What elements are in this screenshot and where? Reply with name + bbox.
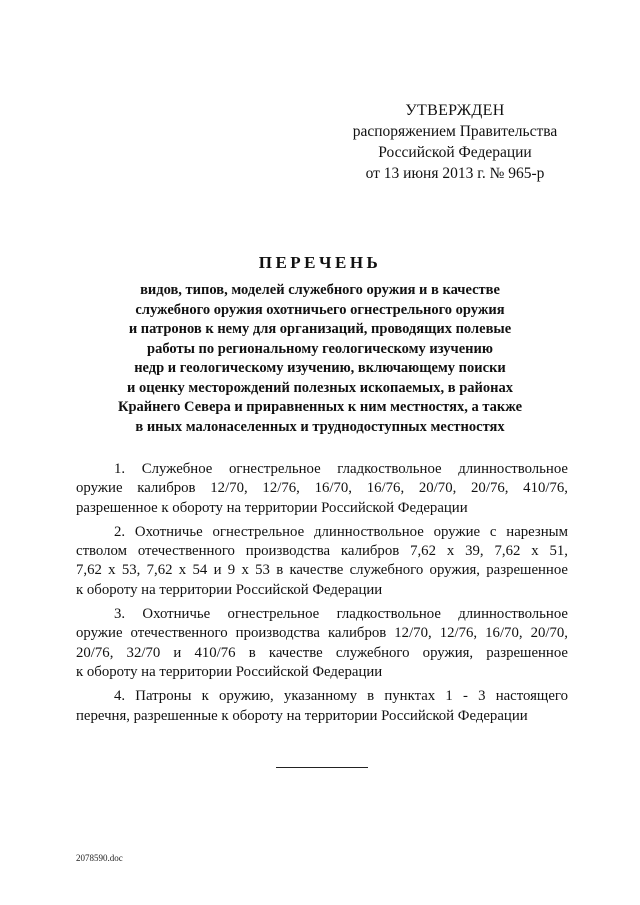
item-line: 20/76, 32/70 и 410/76 в качестве служебного оружия, разрешенное xyxy=(76,644,568,661)
item-line: стволом отечественного производства калибров 7,62 х 39, 7,62 х 51, xyxy=(76,543,568,560)
approval-block xyxy=(330,100,580,184)
list-body xyxy=(76,460,568,731)
item-line: оружие калибров 12/70, 12/76, 16/70, 16/76, 20/70, 20/76, 410/76, xyxy=(76,480,568,497)
subtitle-line: и патронов к нему для организаций, проводящих полевые xyxy=(128,321,512,337)
approval-line-2: Российской Федерации xyxy=(378,144,532,161)
item-line: 7,62 х 53, 7,62 х 54 и 9 х 53 в качестве служебного оружия, разрешенное xyxy=(76,562,568,579)
list-item-3 xyxy=(76,605,568,682)
item-line: 1. Служебное огнестрельное гладкоствольное длинноствольное xyxy=(114,461,568,477)
approval-heading: УТВЕРЖДЕН xyxy=(405,102,505,119)
approval-date-number: от 13 июня 2013 г. № 965-р xyxy=(365,165,545,182)
item-line: 3. Охотничье огнестрельное гладкоствольное длинноствольное xyxy=(114,606,568,623)
subtitle-line: в иных малонаселенных и труднодоступных местностях xyxy=(135,418,505,435)
subtitle-line: работы по региональному геологическому изучению xyxy=(147,340,493,357)
subtitle-line: недр и геологическому изучению, включающему поиски xyxy=(134,360,506,376)
subtitle-line: видов, типов, моделей служебного оружия и в качестве xyxy=(140,282,500,298)
item-line: оружие отечественного производства калибров 12/70, 12/76, 16/70, 20/70, xyxy=(76,625,568,642)
item-line: к обороту на территории Российской Федерации xyxy=(76,663,383,680)
footer-filename: 2078590.doc xyxy=(76,853,123,863)
subtitle-line: Крайнего Севера и приравненных к ним местностях, а также xyxy=(117,399,523,415)
item-line: к обороту на территории Российской Федерации xyxy=(76,581,383,598)
subtitle-line: и оценку месторождений полезных ископаемых, в районах xyxy=(127,379,513,396)
end-separator-line xyxy=(276,767,368,768)
item-line: перечня, разрешенные к обороту на территории Российской Федерации xyxy=(76,707,528,724)
document-title: ПЕРЕЧЕНЬ xyxy=(258,253,382,272)
item-line: 2. Охотничье огнестрельное длинноствольное оружие с нарезным xyxy=(114,523,568,540)
item-line: 4. Патроны к оружию, указанному в пунктах 1 - 3 настоящего xyxy=(114,688,568,705)
subtitle-line: служебного оружия охотничьего огнестрельного оружия xyxy=(135,301,505,318)
document-subtitle xyxy=(90,281,550,437)
approval-line-1: распоряжением Правительства xyxy=(352,123,558,140)
item-line: разрешенное к обороту на территории Российской Федерации xyxy=(76,499,468,516)
list-item-2 xyxy=(76,523,568,600)
list-item-1 xyxy=(76,460,568,518)
list-item-4 xyxy=(76,687,568,726)
